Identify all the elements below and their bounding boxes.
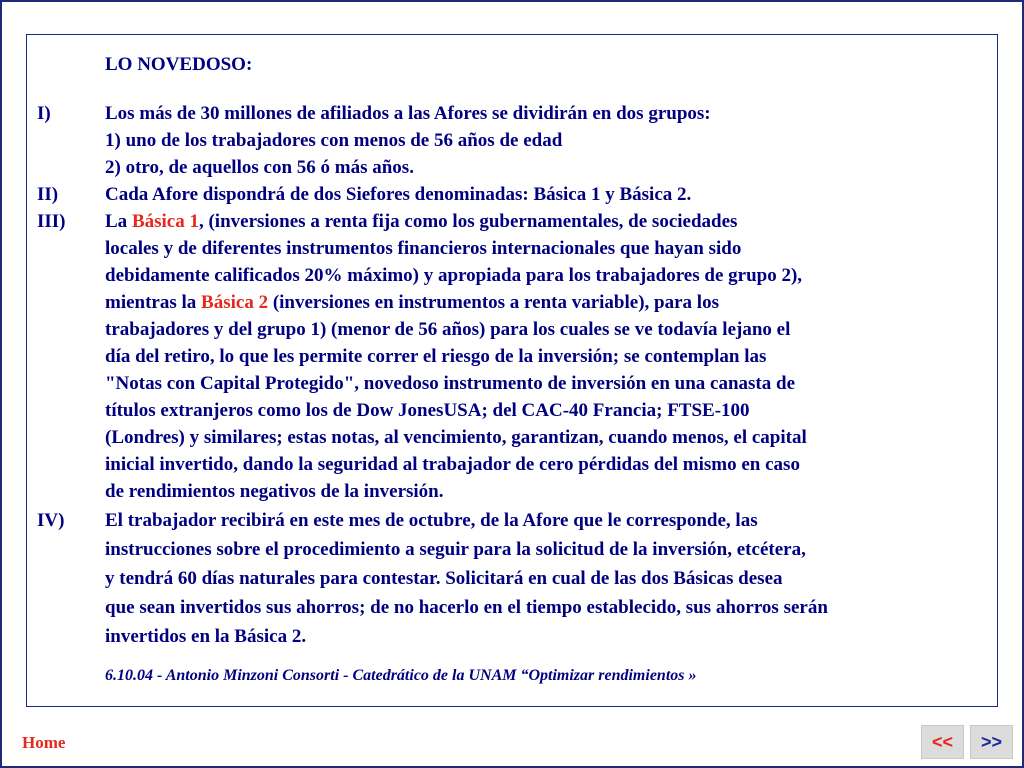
item-3-line-6: día del retiro, lo que les permite correr el riesgo de la inversión; se contemplan las xyxy=(105,346,767,367)
item-3-line-8: títulos extranjeros como los de Dow JonesUSA; del CAC-40 Francia; FTSE-100 xyxy=(105,400,750,421)
item-1-line-2: 1) uno de los trabajadores con menos de 56 años de edad xyxy=(105,130,563,151)
slide-heading: LO NOVEDOSO: xyxy=(105,54,253,75)
home-link[interactable]: Home xyxy=(22,733,66,752)
item-3-line-11: de rendimientos negativos de la inversión. xyxy=(105,481,444,502)
item-4-line-1: El trabajador recibirá en este mes de octubre, de la Afore que le corresponde, las xyxy=(105,510,758,531)
item-4-line-5: invertidos en la Básica 2. xyxy=(105,626,307,647)
basica-1-highlight: Básica 1 xyxy=(131,211,199,232)
item-3-line-4 xyxy=(105,292,719,314)
item-3-line-10: inicial invertido, dando la seguridad al trabajador de cero pérdidas del mismo en caso xyxy=(105,454,800,475)
basica-2-highlight: Básica 2 xyxy=(201,292,269,313)
item-3-line-2: locales y de diferentes instrumentos financieros internacionales que hayan sido xyxy=(105,238,742,259)
item-number-1: I) xyxy=(37,103,51,124)
item-4-line-2: instrucciones sobre el procedimiento a seguir para la solicitud de la inversión, etcétera, xyxy=(105,539,806,560)
item-3-line-4-post: (inversiones en instrumentos a renta variable), para los xyxy=(268,292,719,313)
citation: 6.10.04 - Antonio Minzoni Consorti - Catedrático de la UNAM “Optimizar rendimientos » xyxy=(105,667,697,684)
item-3-line-9: (Londres) y similares; estas notas, al vencimiento, garantizan, cuando menos, el capital xyxy=(105,427,807,448)
item-3-line-1-post: , (inversiones a renta fija como los gubernamentales, de sociedades xyxy=(198,211,738,232)
item-3-line-3: debidamente calificados 20% máximo) y apropiada para los trabajadores de grupo 2), xyxy=(105,265,803,286)
item-number-4: IV) xyxy=(37,510,65,531)
item-1-line-3: 2) otro, de aquellos con 56 ó más años. xyxy=(105,157,414,178)
item-3-line-1 xyxy=(105,211,737,233)
item-3-line-7: "Notas con Capital Protegido", novedoso instrumento de inversión en una canasta de xyxy=(105,373,796,394)
item-4-line-4: que sean invertidos sus ahorros; de no hacerlo en el tiempo establecido, sus ahorros serán xyxy=(105,597,828,618)
item-3-line-1-pre: La xyxy=(105,211,132,232)
item-1-line-1: Los más de 30 millones de afiliados a las Afores se dividirán en dos grupos: xyxy=(105,103,711,124)
item-3-line-5: trabajadores y del grupo 1) (menor de 56 años) para los cuales se ve todavía lejano el xyxy=(105,319,791,340)
item-4-line-3: y tendrá 60 días naturales para contestar. Solicitará en cual de las dos Básicas desea xyxy=(105,568,783,589)
item-number-2: II) xyxy=(37,184,59,205)
item-2-line-1: Cada Afore dispondrá de dos Siefores denominadas: Básica 1 y Básica 2. xyxy=(105,184,692,205)
previous-slide-button[interactable]: << xyxy=(921,725,964,759)
item-3-line-4-pre: mientras la xyxy=(105,292,202,313)
item-number-3: III) xyxy=(37,211,66,232)
next-slide-button[interactable]: >> xyxy=(970,725,1013,759)
